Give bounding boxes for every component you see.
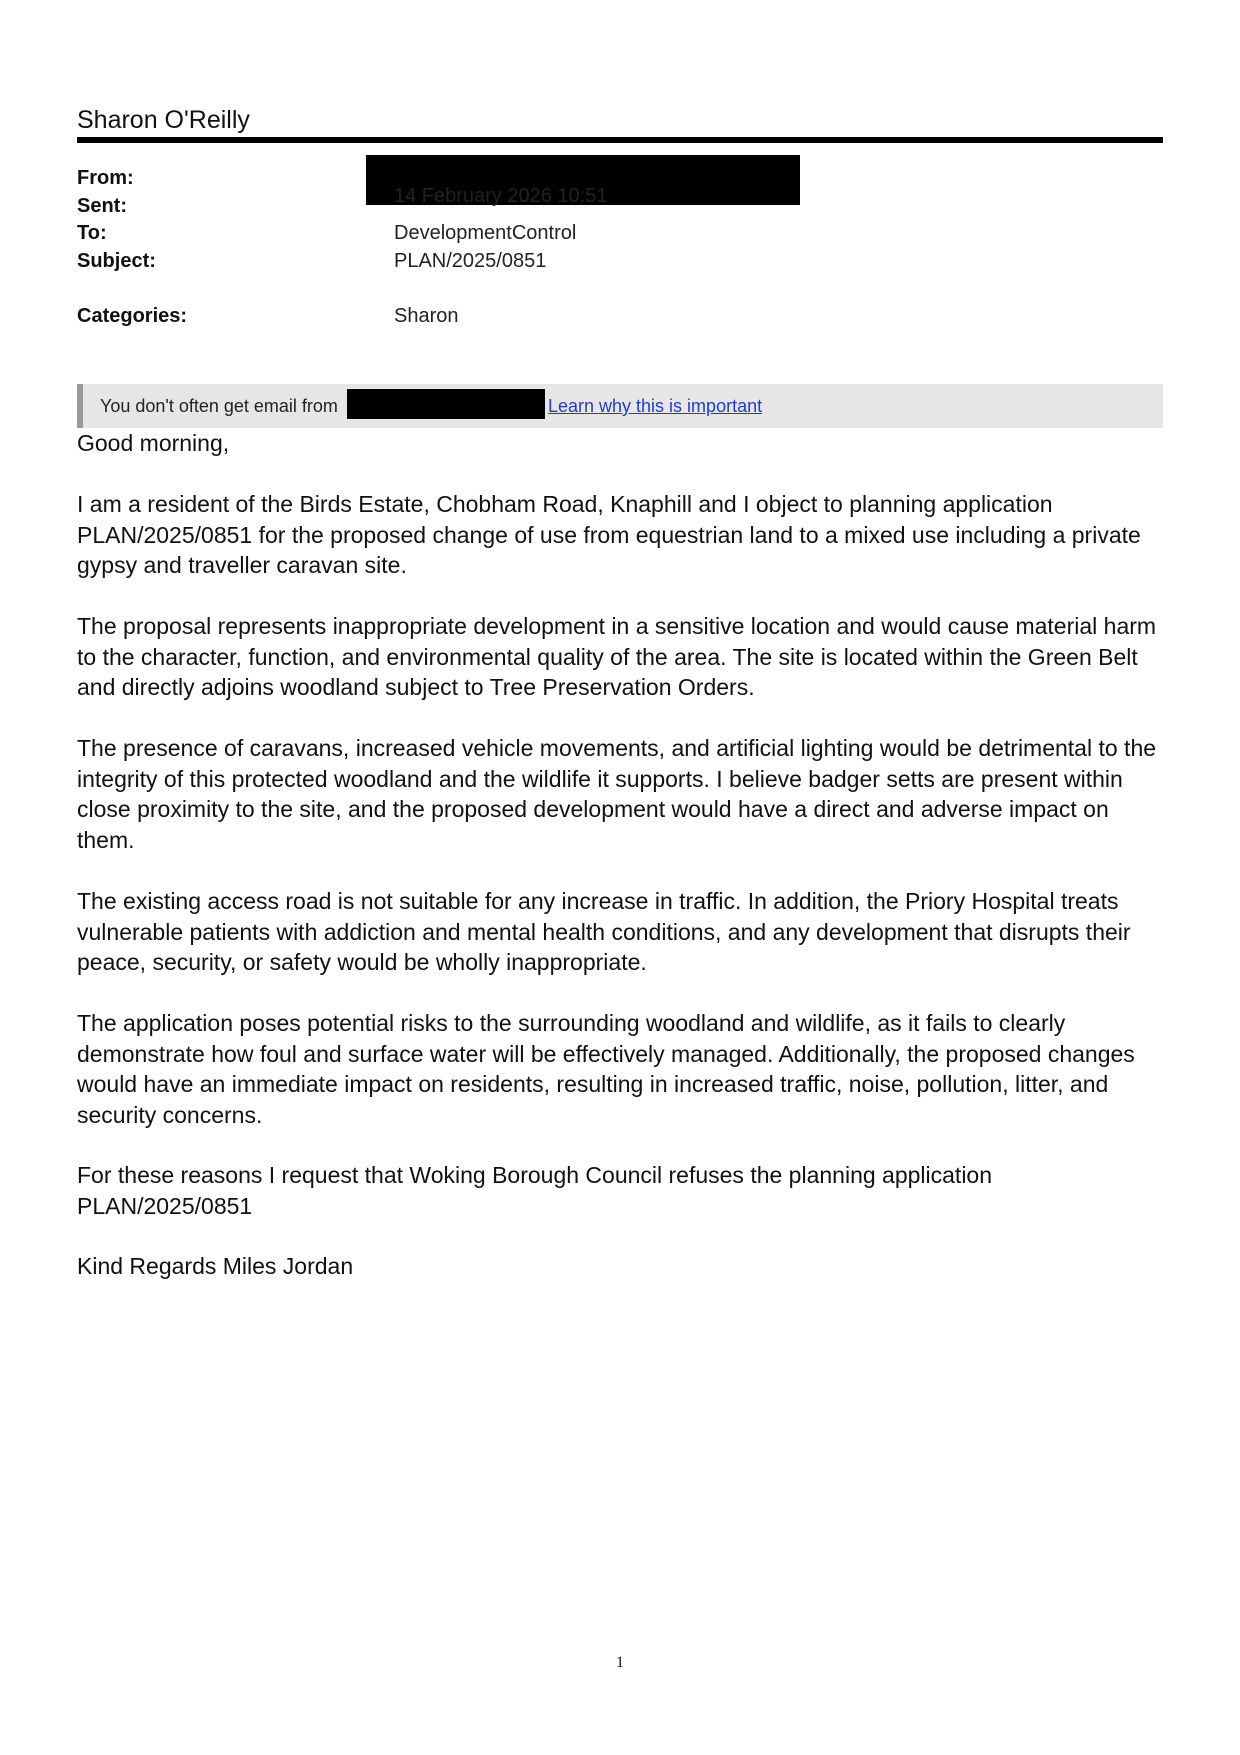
sent-value	[394, 185, 608, 207]
header-divider	[77, 137, 1163, 143]
paragraph-4: The existing access road is not suitable for any increase in traffic. In addition, the Priory Hospital treats vulnerable patients with addiction and mental health conditions, and any development that disrupts their peace, security, or safety would be wholly inappropriate.	[77, 888, 1131, 975]
subject-label: Subject:	[77, 250, 156, 272]
signoff: Kind Regards Miles Jordan	[77, 1253, 354, 1279]
paragraph-3: The presence of caravans, increased vehicle movements, and artificial lighting would be detrimental to the integrity of this protected woodland and the wildlife it supports. I believe badger setts are present within close proximity to the site, and the proposed development would have a direct and adverse impact on them.	[77, 735, 1157, 853]
to-label: To:	[77, 222, 107, 244]
page-number: 1	[616, 1654, 624, 1671]
banner-text: You don't often get email from	[100, 396, 338, 416]
paragraph-1: I am a resident of the Birds Estate, Chobham Road, Knaphill and I object to planning application PLAN/2025/0851 for the proposed change of use from equestrian land to a mixed use including a private gypsy and traveller caravan site.	[77, 491, 1141, 578]
greeting: Good morning,	[77, 430, 230, 456]
paragraph-6: For these reasons I request that Woking Borough Council refuses the planning application PLAN/2025/0851	[77, 1162, 993, 1219]
paragraph-5: The application poses potential risks to the surrounding woodland and wildlife, as it fails to clearly demonstrate how foul and surface water will be effectively managed. Additionally, the proposed changes would have an immediate impact on residents, resulting in increased traffic, noise, pollution, litter, and security concerns.	[77, 1010, 1135, 1128]
sent-value-text: 14 February 2026 10:51	[394, 185, 608, 207]
to-value: DevelopmentControl	[394, 222, 577, 244]
from-label: From:	[77, 167, 134, 189]
sent-label: Sent:	[77, 195, 127, 217]
paragraph-2: The proposal represents inappropriate development in a sensitive location and would cause material harm to the character, function, and environmental quality of the area. The site is located within the Green Belt and directly adjoins woodland subject to Tree Preservation Orders.	[77, 613, 1157, 700]
subject-value: PLAN/2025/0851	[394, 250, 547, 272]
learn-why-link[interactable]: Learn why this is important	[548, 396, 763, 416]
categories-value: Sharon	[394, 305, 459, 327]
mailbox-owner-name: Sharon O'Reilly	[77, 106, 250, 134]
redacted-sender-address	[347, 389, 545, 419]
categories-label: Categories:	[77, 305, 188, 327]
